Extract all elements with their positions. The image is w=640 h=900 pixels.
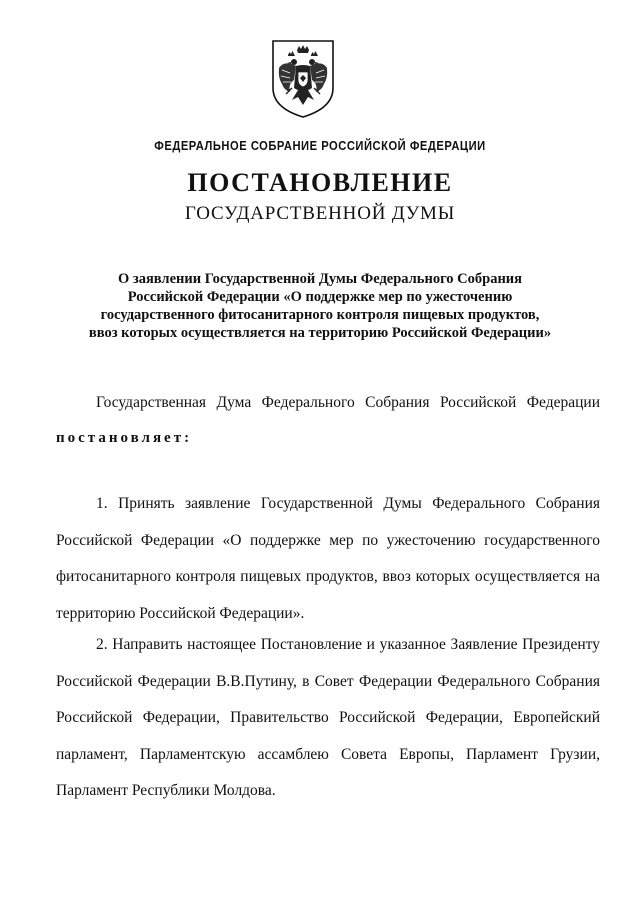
paragraph-line: Российской Федерации «О поддержке мер по ужесточению государственного <box>56 531 600 549</box>
preamble-word: Собрания <box>365 394 430 411</box>
paragraph-line: парламент, Парламентскую ассамблею Совета Европы, Парламент Грузии, <box>56 745 600 763</box>
subject-line: ввоз которых осуществляется на территорию Российской Федерации» <box>88 325 552 341</box>
preamble-word: Государственная <box>96 394 207 411</box>
subject-line: О заявлении Государственной Думы Федерального Собрания <box>117 271 523 287</box>
paragraph-1 <box>56 486 600 632</box>
decree-word: постановляет: <box>56 430 193 446</box>
preamble-word: Федерации <box>526 394 600 411</box>
paragraph-line: территорию Российской Федерации». <box>56 604 305 622</box>
document-subject <box>60 270 580 342</box>
organization-name: ФЕДЕРАЛЬНОЕ СОБРАНИЕ РОССИЙСКОЙ ФЕДЕРАЦИИ <box>154 138 486 153</box>
russian-coat-of-arms-icon <box>270 38 336 120</box>
paragraph-line: 1. Принять заявление Государственной Думы Федерального Собрания <box>96 495 600 512</box>
preamble-word: Федерального <box>261 394 355 411</box>
paragraph-line: Российской Федерации, Правительство Российской Федерации, Европейский <box>56 709 600 726</box>
paragraph-line: Парламент Республики Молдова. <box>56 782 276 799</box>
subject-line: Российской Федерации «О поддержке мер по ужесточению <box>127 289 513 305</box>
paragraph-line: 2. Направить настоящее Постановление и указанное Заявление Президенту <box>96 636 600 653</box>
document-title: ПОСТАНОВЛЕНИЕ <box>187 168 453 197</box>
preamble <box>56 394 600 412</box>
document-subtitle: ГОСУДАРСТВЕННОЙ ДУМЫ <box>184 203 456 224</box>
subject-line: государственного фитосанитарного контроля пищевых продуктов, <box>100 307 540 323</box>
paragraph-line: фитосанитарного контроля пищевых продуктов, ввоз которых осуществляется на <box>56 568 600 585</box>
paragraph-line: Российской Федерации В.В.Путину, в Совет Федерации Федерального Собрания <box>56 672 600 690</box>
preamble-word: Дума <box>216 394 252 411</box>
paragraph-2 <box>56 627 600 810</box>
preamble-word: Российской <box>439 394 517 411</box>
